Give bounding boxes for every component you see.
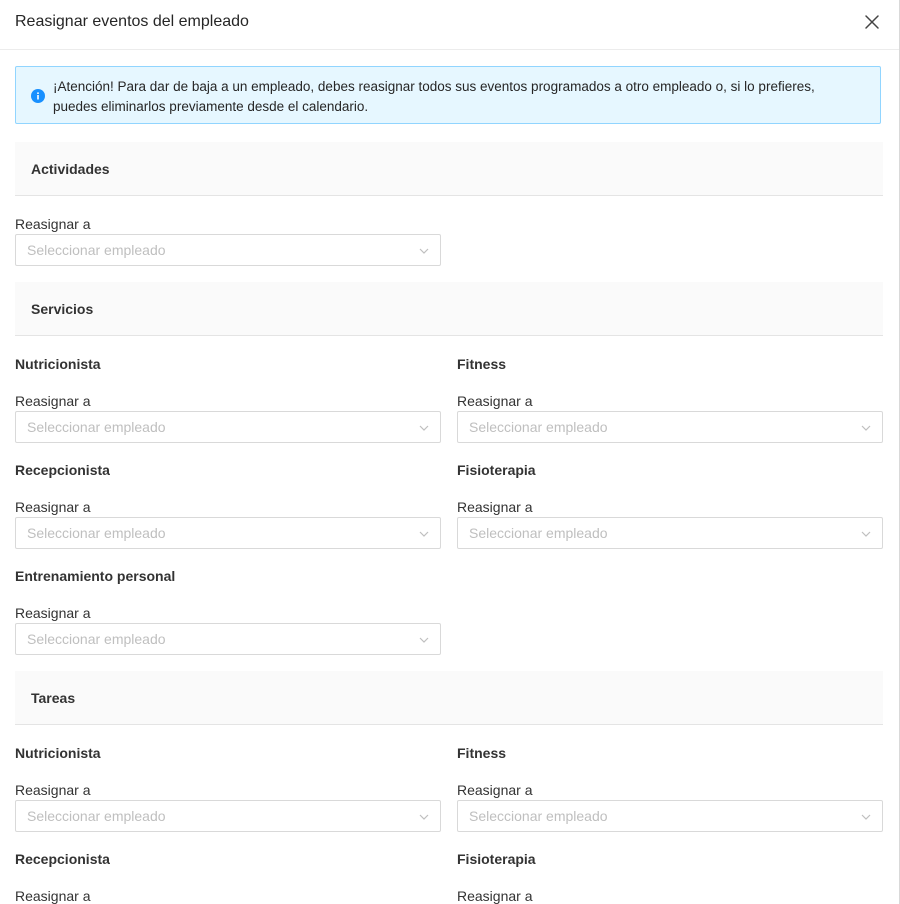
chevron-down-icon — [861, 423, 871, 433]
reassign-label: Reasignar a — [15, 605, 91, 621]
select-placeholder: Seleccionar empleado — [469, 419, 608, 435]
chevron-down-icon — [419, 423, 429, 433]
chevron-down-icon — [419, 246, 429, 256]
section-header-actividades — [15, 142, 883, 196]
close-icon — [860, 10, 884, 34]
employee-select[interactable] — [457, 411, 883, 443]
reassign-label: Reasignar a — [15, 499, 91, 515]
select-placeholder: Seleccionar empleado — [27, 242, 166, 258]
employee-select[interactable] — [15, 623, 441, 655]
field-title-nutricionista: Nutricionista — [15, 745, 101, 761]
reassign-label: Reasignar a — [457, 499, 533, 515]
close-button[interactable] — [860, 10, 884, 34]
reassign-label: Reasignar a — [15, 782, 91, 798]
select-placeholder: Seleccionar empleado — [27, 631, 166, 647]
chevron-down-icon — [419, 635, 429, 645]
section-title: Servicios — [31, 301, 94, 317]
field-title-recepcionista: Recepcionista — [15, 462, 110, 478]
reassign-label: Reasignar a — [457, 393, 533, 409]
chevron-down-icon — [861, 812, 871, 822]
alert-message: ¡Atención! Para dar de baja a un empleado, debes reasignar todos sus eventos programados a otro empleado o, si lo prefieres, puedes eliminarlos previamente desde el calendario. — [53, 79, 815, 114]
field-title-fitness: Fitness — [457, 745, 507, 761]
field-title-entrenamiento-personal: Entrenamiento personal — [15, 568, 176, 584]
field-title-nutricionista: Nutricionista — [15, 356, 101, 372]
chevron-down-icon — [419, 529, 429, 539]
employee-select[interactable] — [457, 517, 883, 549]
reassign-label: Reasignar a — [15, 888, 91, 904]
employee-select[interactable] — [457, 800, 883, 832]
employee-select[interactable] — [15, 234, 441, 266]
dialog-header — [0, 0, 899, 50]
employee-select[interactable] — [15, 517, 441, 549]
reassign-label: Reasignar a — [15, 393, 91, 409]
warning-alert — [15, 66, 881, 124]
section-title: Tareas — [31, 690, 76, 706]
reassign-label: Reasignar a — [457, 888, 533, 904]
field-title-fisioterapia: Fisioterapia — [457, 851, 536, 867]
employee-select[interactable] — [15, 411, 441, 443]
field-title-fisioterapia: Fisioterapia — [457, 462, 536, 478]
reassign-label: Reasignar a — [15, 216, 91, 232]
chevron-down-icon — [861, 529, 871, 539]
employee-select[interactable] — [15, 800, 441, 832]
field-title-recepcionista: Recepcionista — [15, 851, 110, 867]
field-title-fitness: Fitness — [457, 356, 507, 372]
chevron-down-icon — [419, 812, 429, 822]
select-placeholder: Seleccionar empleado — [27, 419, 166, 435]
select-placeholder: Seleccionar empleado — [469, 525, 608, 541]
select-placeholder: Seleccionar empleado — [469, 808, 608, 824]
section-header-servicios — [15, 282, 883, 336]
select-placeholder: Seleccionar empleado — [27, 525, 166, 541]
section-title: Actividades — [31, 161, 110, 177]
reassign-label: Reasignar a — [457, 782, 533, 798]
info-icon — [31, 89, 45, 103]
select-placeholder: Seleccionar empleado — [27, 808, 166, 824]
section-header-tareas — [15, 671, 883, 725]
dialog-title: Reasignar eventos del empleado — [15, 13, 249, 30]
